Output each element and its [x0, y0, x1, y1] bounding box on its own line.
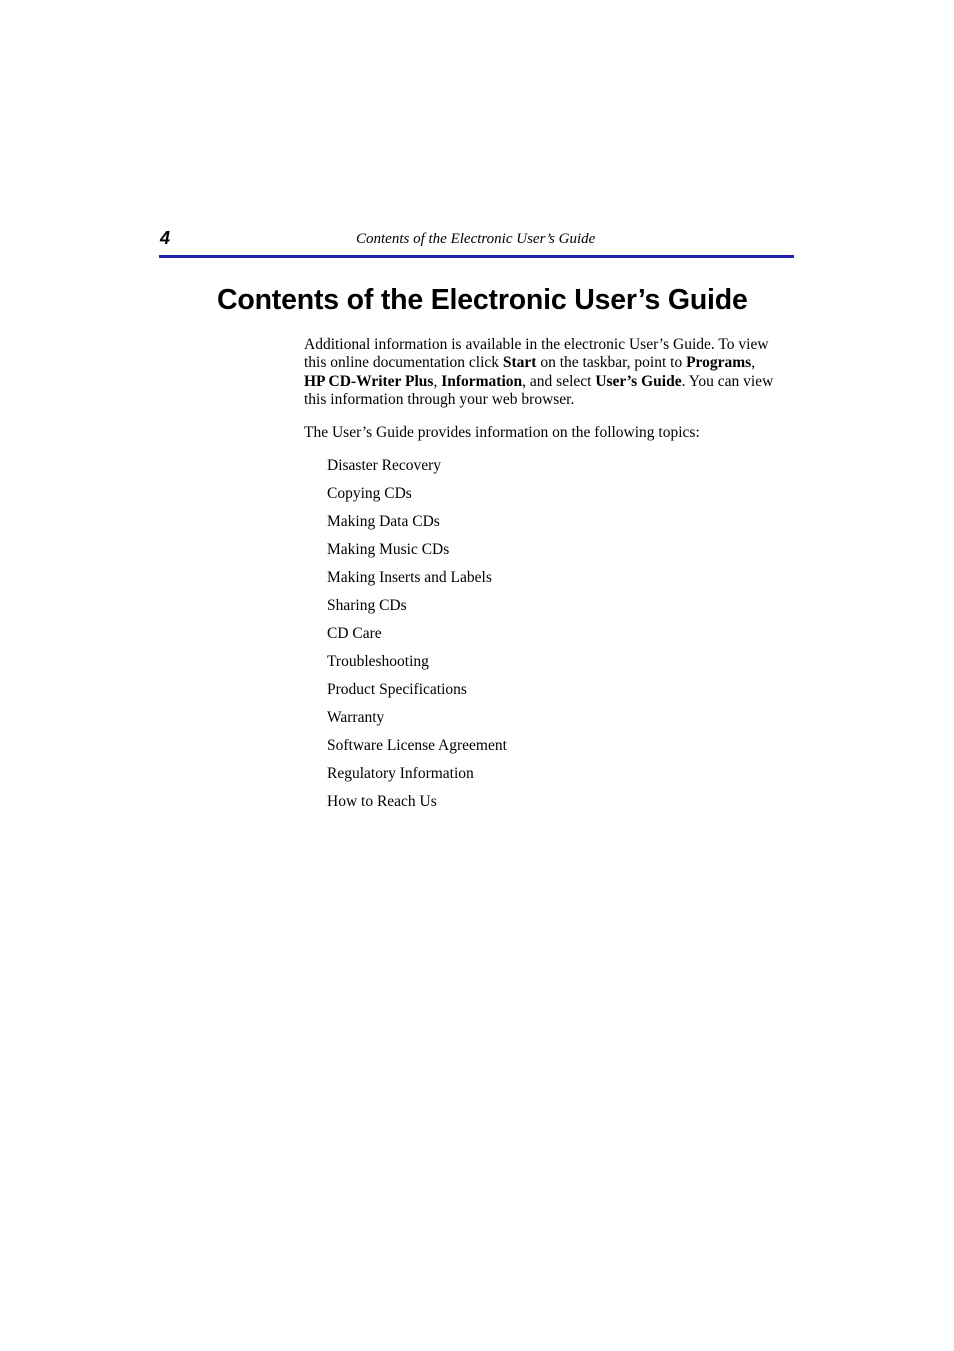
- topic-item: Troubleshooting: [327, 653, 429, 670]
- intro-text: ,: [433, 372, 442, 390]
- intro-text: Additional information is available in the electronic User’s Guide. To view this online documentation click: [304, 336, 769, 372]
- programs-menu-term: Programs: [686, 354, 752, 372]
- intro-text: ,: [751, 354, 756, 372]
- topic-item: Software License Agreement: [327, 737, 507, 754]
- topic-item: Regulatory Information: [327, 765, 474, 782]
- running-title: Contents of the Electronic User’s Guide: [356, 231, 596, 247]
- running-header: [159, 226, 794, 256]
- topic-item: Sharing CDs: [327, 597, 407, 614]
- topic-item: Making Data CDs: [327, 513, 440, 530]
- product-menu-term: HP CD-Writer Plus: [304, 372, 434, 390]
- topics-lead-paragraph: The User’s Guide provides information on the following topics:: [304, 424, 700, 441]
- page-number: 4: [160, 228, 171, 248]
- intro-text: on the taskbar, point to: [536, 354, 687, 372]
- topic-item: Copying CDs: [327, 485, 412, 502]
- users-guide-menu-term: User’s Guide: [595, 372, 682, 390]
- topic-item: Making Inserts and Labels: [327, 569, 492, 586]
- topic-item: How to Reach Us: [327, 793, 437, 810]
- section-title: Contents of the Electronic User’s Guide: [217, 284, 748, 316]
- intro-paragraph: [304, 336, 779, 410]
- intro-text: , and select: [522, 372, 596, 390]
- topic-item: Product Specifications: [327, 681, 467, 698]
- topic-list: [327, 457, 507, 821]
- topic-item: Disaster Recovery: [327, 457, 442, 474]
- topic-item: Making Music CDs: [327, 541, 450, 558]
- topic-item: Warranty: [327, 709, 385, 726]
- topic-item: CD Care: [327, 625, 382, 642]
- header-rule: [159, 255, 794, 258]
- intro-text: . You can view this information through your web browser.: [304, 372, 774, 409]
- start-menu-term: Start: [502, 354, 537, 372]
- information-menu-term: Information: [441, 372, 523, 390]
